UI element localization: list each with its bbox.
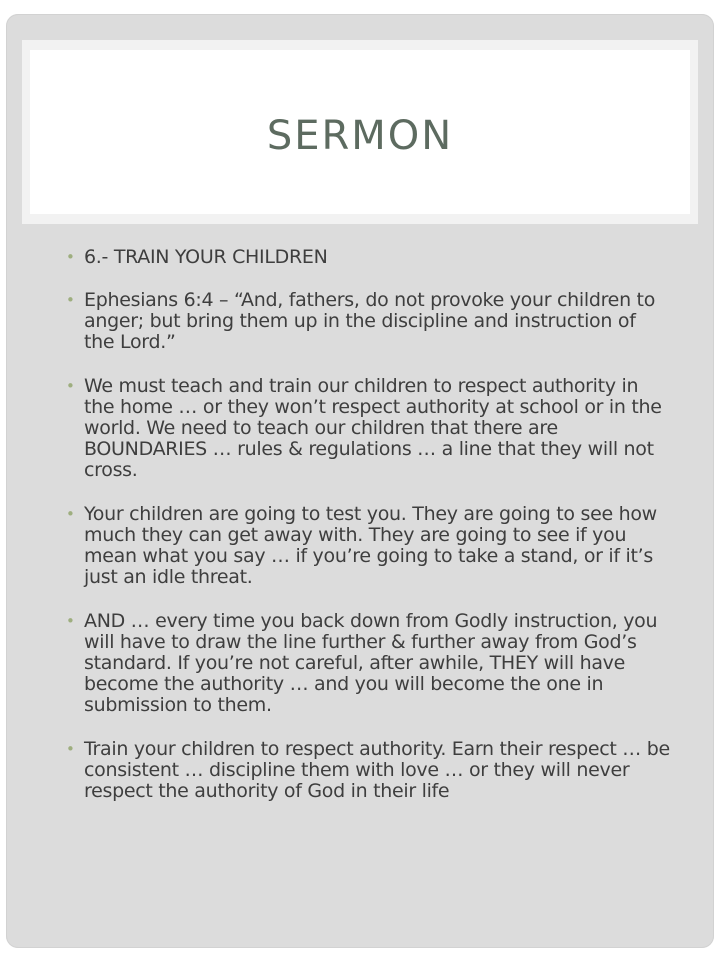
bullet-text: Ephesians 6:4 – “And, fathers, do not provoke your children to anger; but bring them up in the discipline and instruction of the Lord.” <box>84 289 656 353</box>
bullet-item <box>66 738 670 802</box>
bullet-item <box>66 503 670 588</box>
bullet-text: AND … every time you back down from Godly instruction, you will have to draw the line further & further away from God’s standard. If you’re not careful, after awhile, THEY will have become the authority … and you will become the one in submission to them. <box>84 610 658 716</box>
bullet-text: 6.- TRAIN YOUR CHILDREN <box>84 246 328 268</box>
bullet-dot-icon: • <box>66 740 75 758</box>
bullet-dot-icon: • <box>66 291 75 309</box>
title-card <box>30 50 690 214</box>
bullet-dot-icon: • <box>66 612 75 630</box>
bullet-text: We must teach and train our children to respect authority in the home … or they won’t respect authority at school or in the world. We need to teach our children that there are BOUNDARIES … rules & regulations … a line that they will not cross. <box>84 375 662 481</box>
bullet-text: Your children are going to test you. They are going to see how much they can get away with. They are going to see if you mean what you say … if you’re going to take a stand, or if it’s just an idle threat. <box>84 503 657 588</box>
bullet-item <box>66 610 670 716</box>
bullet-dot-icon: • <box>66 377 75 395</box>
bullet-dot-icon: • <box>66 248 75 266</box>
bullet-text: Train your children to respect authority. Earn their respect … be consistent … discipline them with love … or they will never respect the authority of God in their life <box>84 738 670 802</box>
bullet-item <box>66 375 670 481</box>
slide <box>6 14 714 948</box>
slide-title: SERMON <box>266 113 454 159</box>
bullet-dot-icon: • <box>66 505 75 523</box>
bullet-item <box>66 246 670 268</box>
bullet-list <box>66 246 670 825</box>
title-band <box>22 40 698 224</box>
bullet-item <box>66 289 670 353</box>
